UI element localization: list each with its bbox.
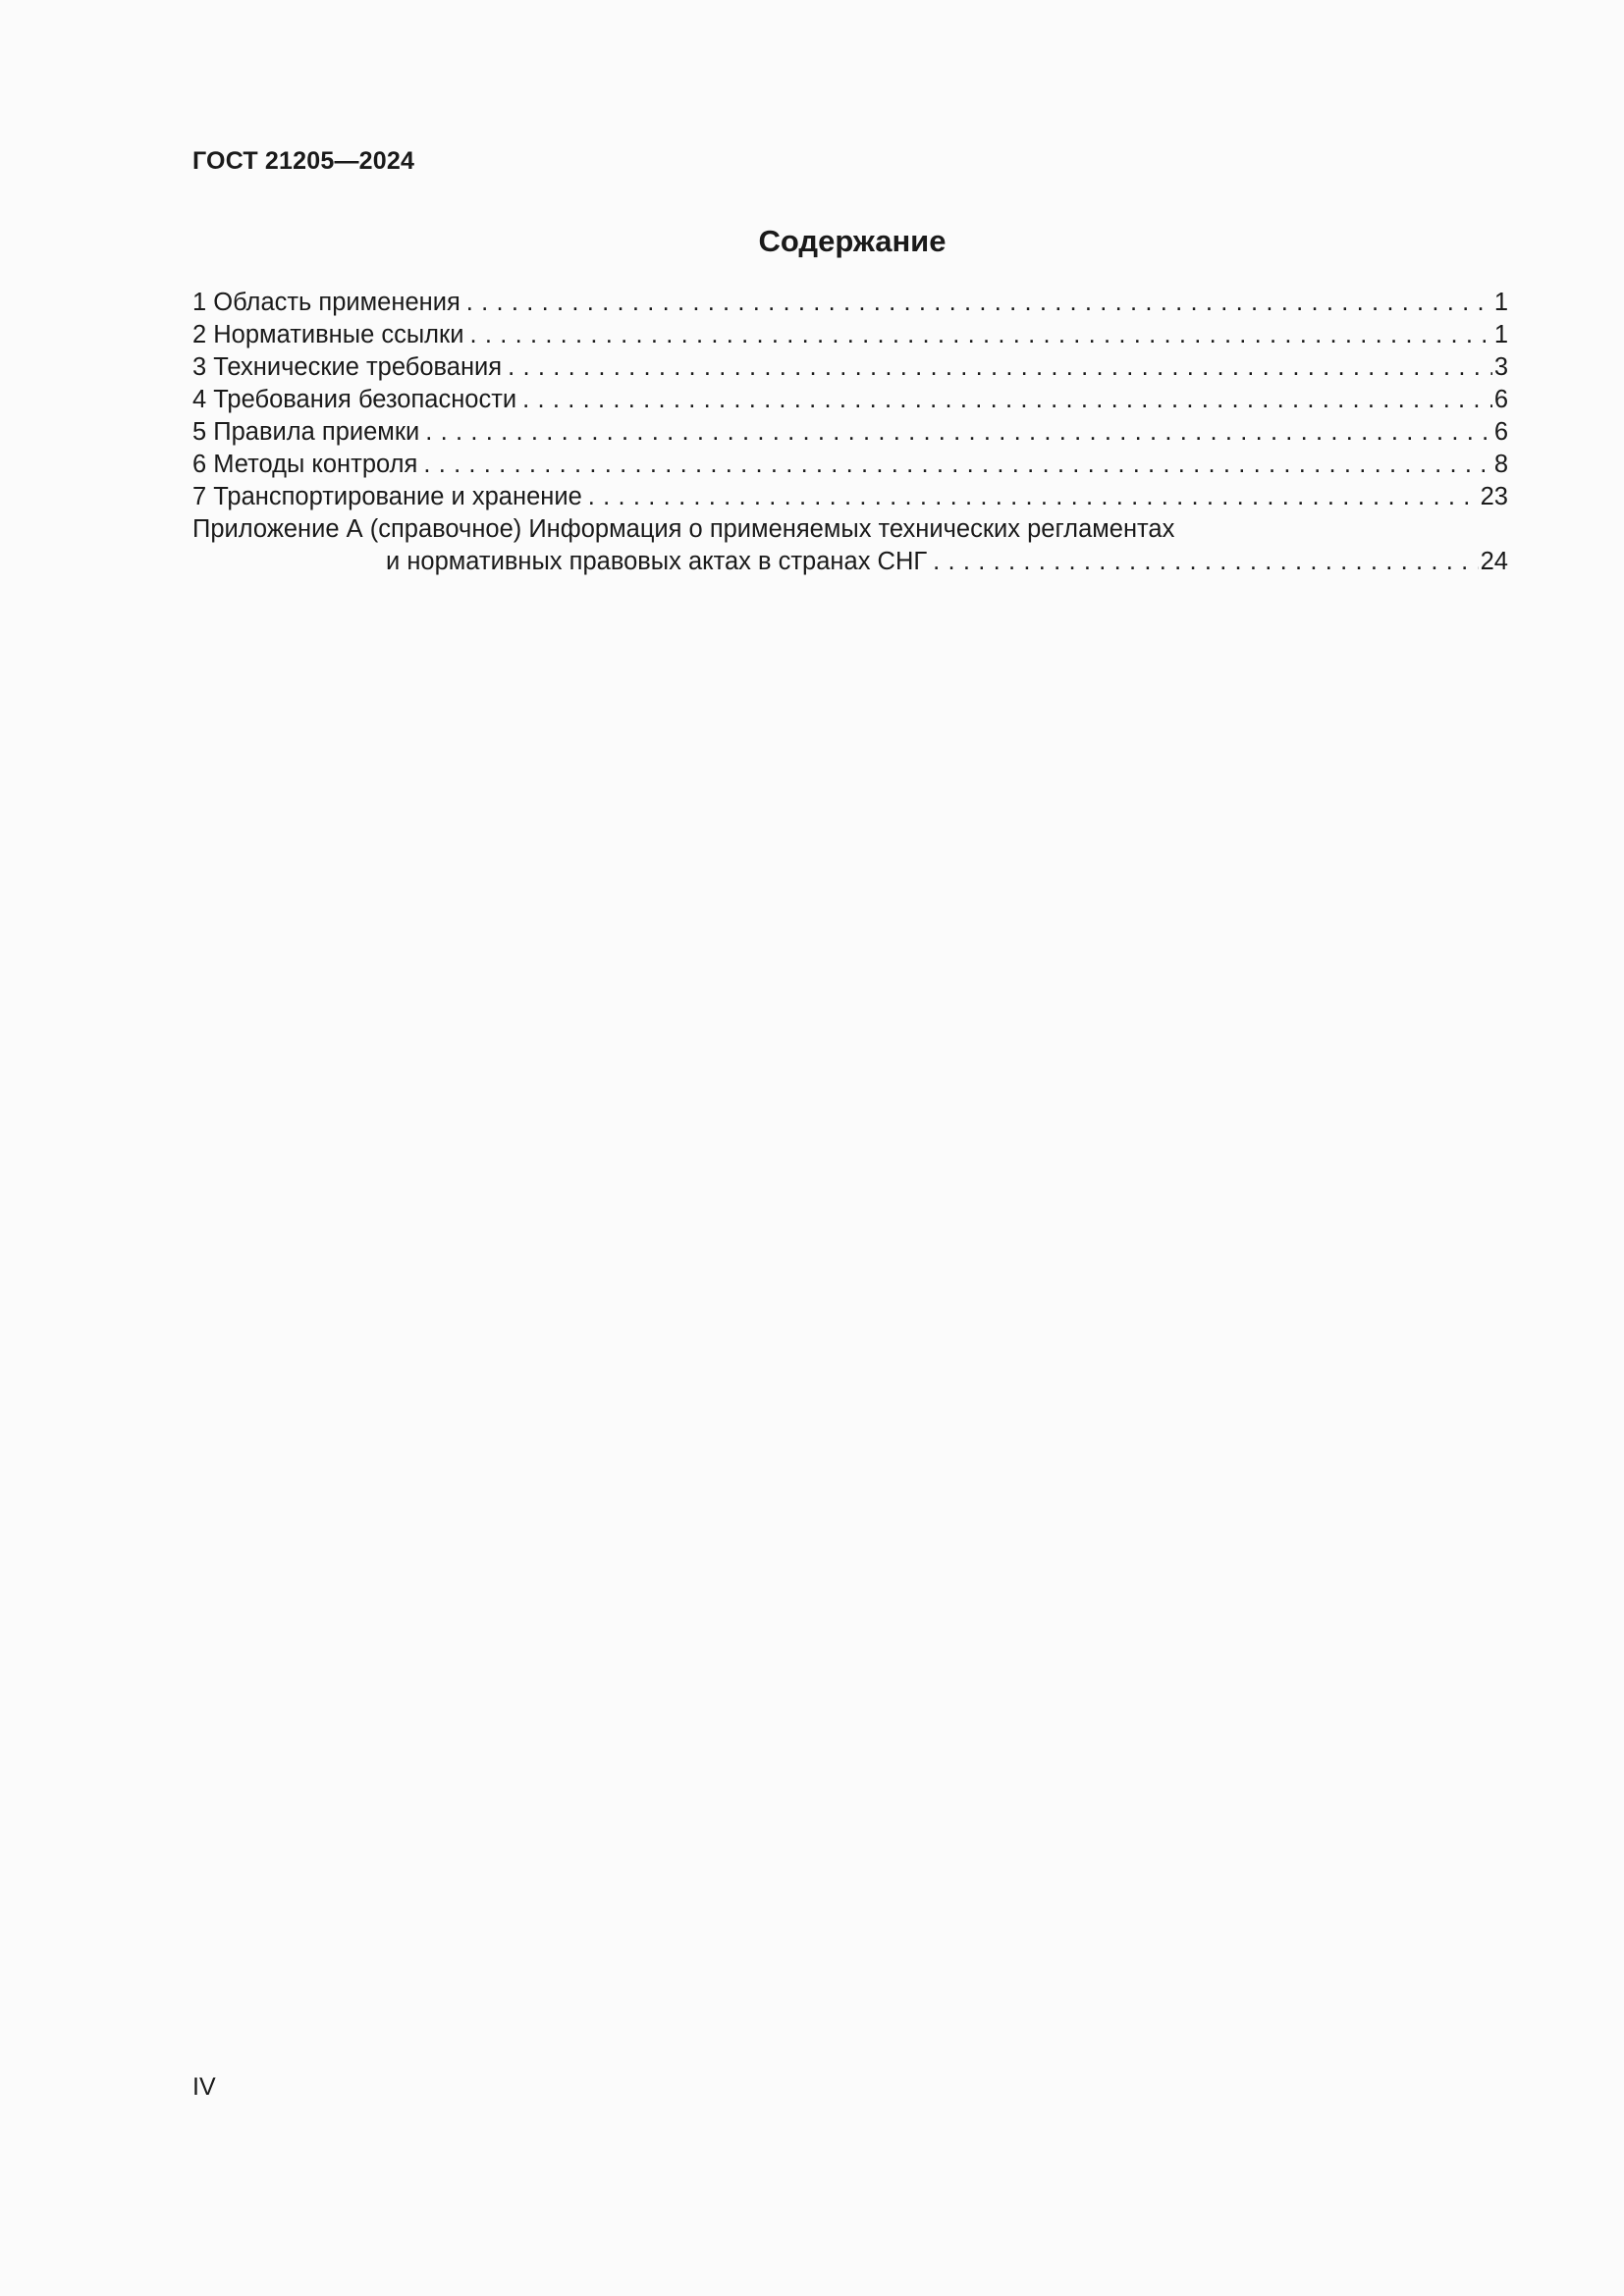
page-number: IV <box>192 2073 216 2101</box>
toc-entry-page: 6 <box>1493 418 1508 446</box>
toc-leader-dots <box>588 481 1479 513</box>
toc-entry[interactable] <box>192 351 1508 384</box>
toc-entry-page: 6 <box>1493 386 1508 413</box>
toc-entry-page: 8 <box>1493 451 1508 478</box>
toc-entry[interactable] <box>192 287 1508 319</box>
toc-leader-dots <box>469 319 1491 351</box>
toc-entry[interactable] <box>192 319 1508 351</box>
toc-entry-text: 7 Транспортирование и хранение <box>192 483 582 510</box>
toc-entry-page: 23 <box>1480 483 1508 510</box>
toc-entry[interactable] <box>192 481 1508 513</box>
toc-appendix-line2: и нормативных правовых актах в странах СНГ <box>386 548 928 575</box>
toc-entry[interactable] <box>192 416 1508 449</box>
toc-leader-dots <box>466 287 1492 319</box>
document-header: ГОСТ 21205—2024 <box>192 147 415 175</box>
toc-entry-text: 4 Требования безопасности <box>192 386 517 413</box>
toc-entry-page: 3 <box>1493 353 1508 381</box>
toc-leader-dots <box>522 384 1492 416</box>
toc-entry-text: 5 Правила приемки <box>192 418 420 446</box>
toc-appendix-page: 24 <box>1480 548 1508 575</box>
toc-entry[interactable] <box>192 384 1508 416</box>
toc-appendix-continuation[interactable] <box>192 546 1508 578</box>
toc-entry[interactable] <box>192 449 1508 481</box>
toc-leader-dots <box>508 351 1492 384</box>
toc-leader-dots <box>933 546 1478 578</box>
toc-entry-page: 1 <box>1493 289 1508 316</box>
toc-entry-text: 6 Методы контроля <box>192 451 418 478</box>
toc-leader-dots <box>423 449 1491 481</box>
toc-entry-text: 2 Нормативные ссылки <box>192 321 464 348</box>
toc-entry-page: 1 <box>1493 321 1508 348</box>
toc-leader-dots <box>425 416 1492 449</box>
table-of-contents <box>192 287 1508 578</box>
toc-entry-text: 1 Область применения <box>192 289 460 316</box>
toc-entry-text: 3 Технические требования <box>192 353 503 381</box>
toc-appendix-entry[interactable] <box>192 513 1508 546</box>
toc-title: Содержание <box>758 224 947 258</box>
toc-appendix-line1: Приложение А (справочное) Информация о применяемых технических регламентах <box>192 515 1175 543</box>
